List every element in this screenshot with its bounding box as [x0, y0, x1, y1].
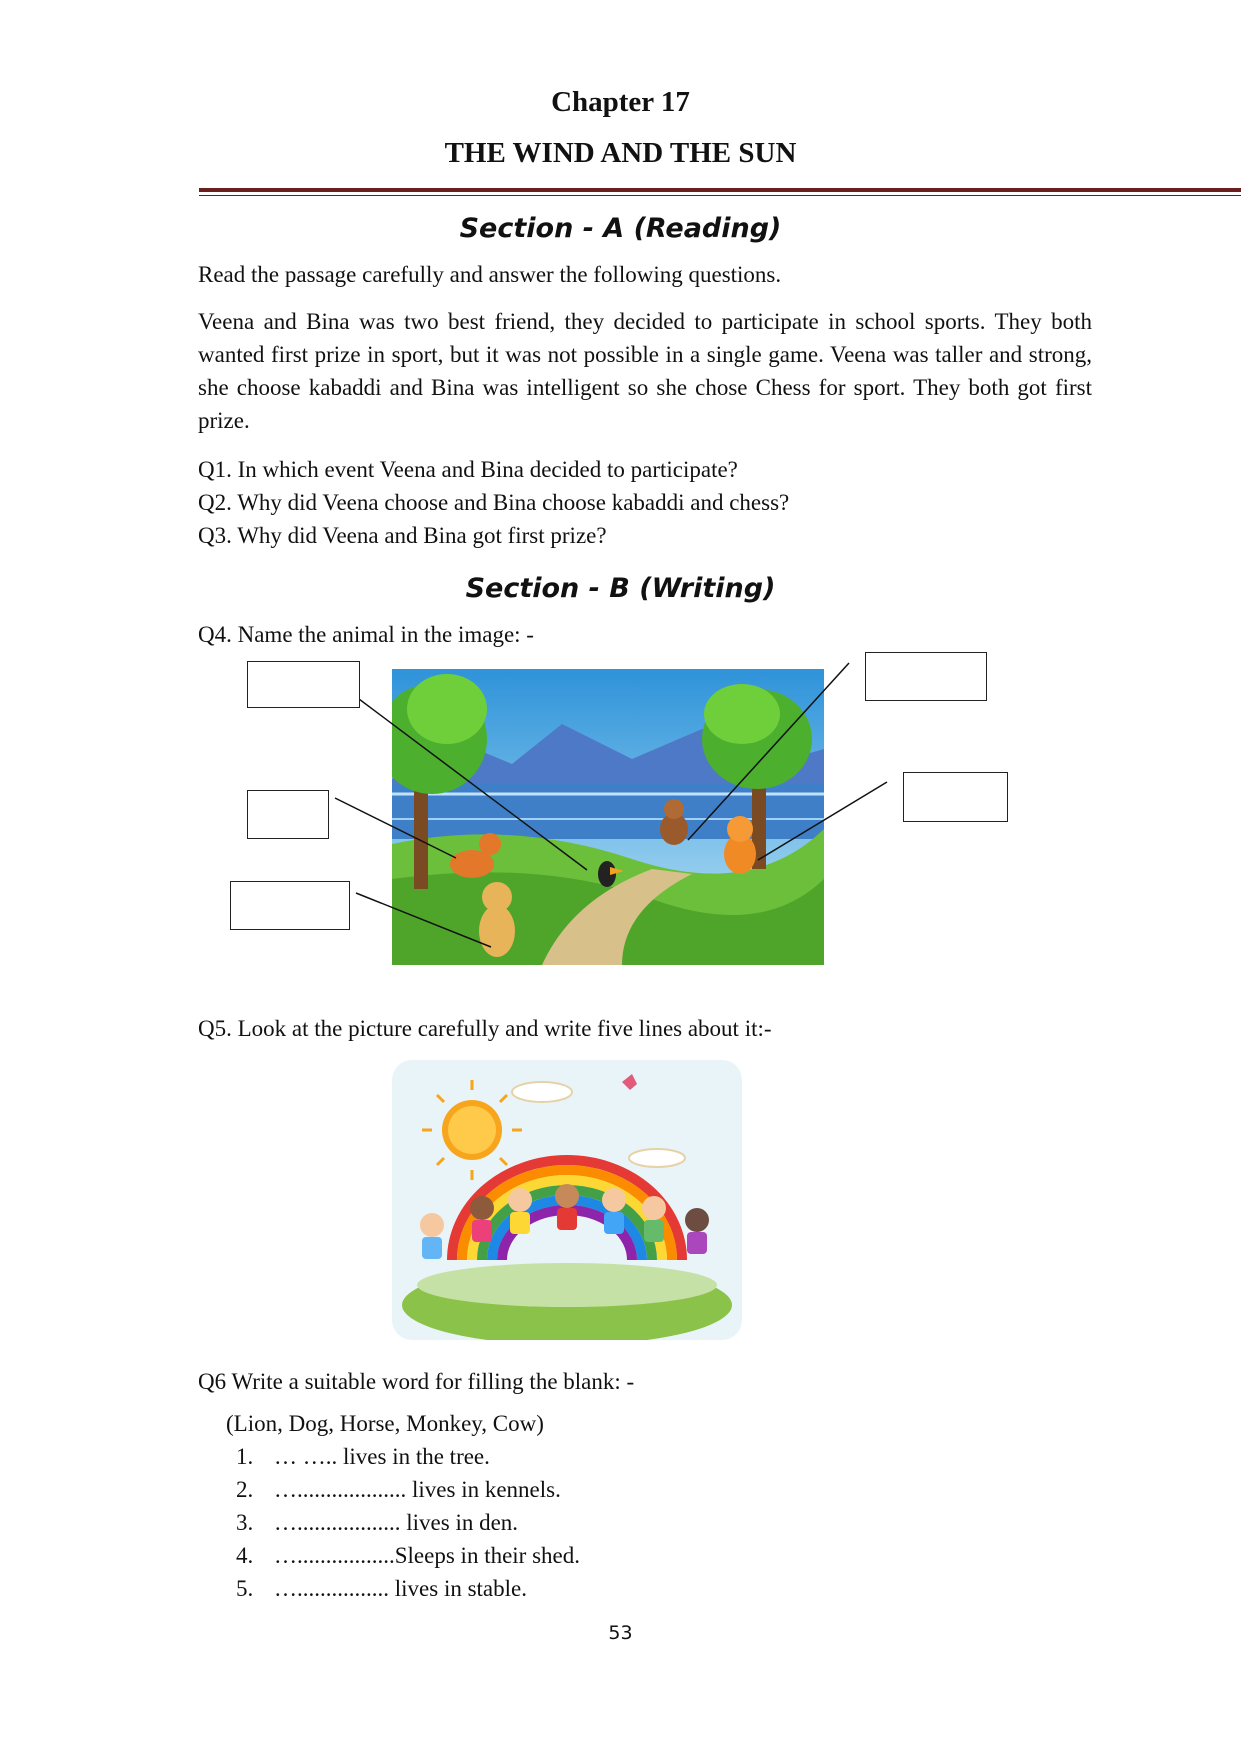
reading-instruction: Read the passage carefully and answer the following questions.: [198, 262, 782, 287]
answer-box-2[interactable]: [247, 790, 329, 839]
blank-text: …................ lives in stable.: [274, 1576, 527, 1601]
blank-item-1: [236, 1440, 490, 1473]
blank-item-2: [236, 1473, 561, 1506]
question-1: Q1. In which event Veena and Bina decided to participate?: [198, 457, 738, 482]
blank-text: ….................Sleeps in their shed.: [274, 1543, 580, 1568]
answer-box-3[interactable]: [230, 881, 350, 930]
rainbow-children-image: [392, 1060, 742, 1340]
blank-item-4: [236, 1539, 580, 1572]
section-a-heading: Section - A (Reading): [459, 213, 782, 244]
blank-number: 3.: [236, 1510, 254, 1535]
blank-number: 2.: [236, 1477, 254, 1502]
question-3: Q3. Why did Veena and Bina got first prize?: [198, 523, 607, 548]
blank-text: …................... lives in kennels.: [274, 1477, 561, 1502]
page-number: 53: [608, 1622, 633, 1644]
answer-box-4[interactable]: [865, 652, 987, 701]
section-b-heading: Section - B (Writing): [465, 573, 776, 604]
blank-item-3: [236, 1506, 518, 1539]
blank-item-5: [236, 1572, 527, 1605]
blank-text: … ….. lives in the tree.: [274, 1444, 490, 1469]
chapter-number: Chapter 17: [551, 86, 690, 118]
chapter-title: THE WIND AND THE SUN: [444, 137, 797, 169]
answer-box-1[interactable]: [247, 661, 360, 708]
blank-number: 1.: [236, 1444, 254, 1469]
blank-number: 4.: [236, 1543, 254, 1568]
question-2: Q2. Why did Veena choose and Bina choose kabaddi and chess?: [198, 490, 790, 515]
question-6: Q6 Write a suitable word for filling the blank: -: [198, 1369, 635, 1394]
blank-text: ….................. lives in den.: [274, 1510, 519, 1535]
reading-passage: Veena and Bina was two best friend, they decided to participate in school sports. They both wanted first prize in sport, but it was not possible in a single game. Veena was taller and strong, she choose kabaddi and Bina was intelligent so she chose Chess for sport. They both got first prize.: [198, 309, 1092, 433]
answer-box-5[interactable]: [903, 772, 1008, 822]
question-4: Q4. Name the animal in the image: -: [198, 622, 534, 647]
blank-number: 5.: [236, 1576, 254, 1601]
question-5: Q5. Look at the picture carefully and write five lines about it:-: [198, 1016, 772, 1041]
word-options: (Lion, Dog, Horse, Monkey, Cow): [226, 1411, 544, 1436]
